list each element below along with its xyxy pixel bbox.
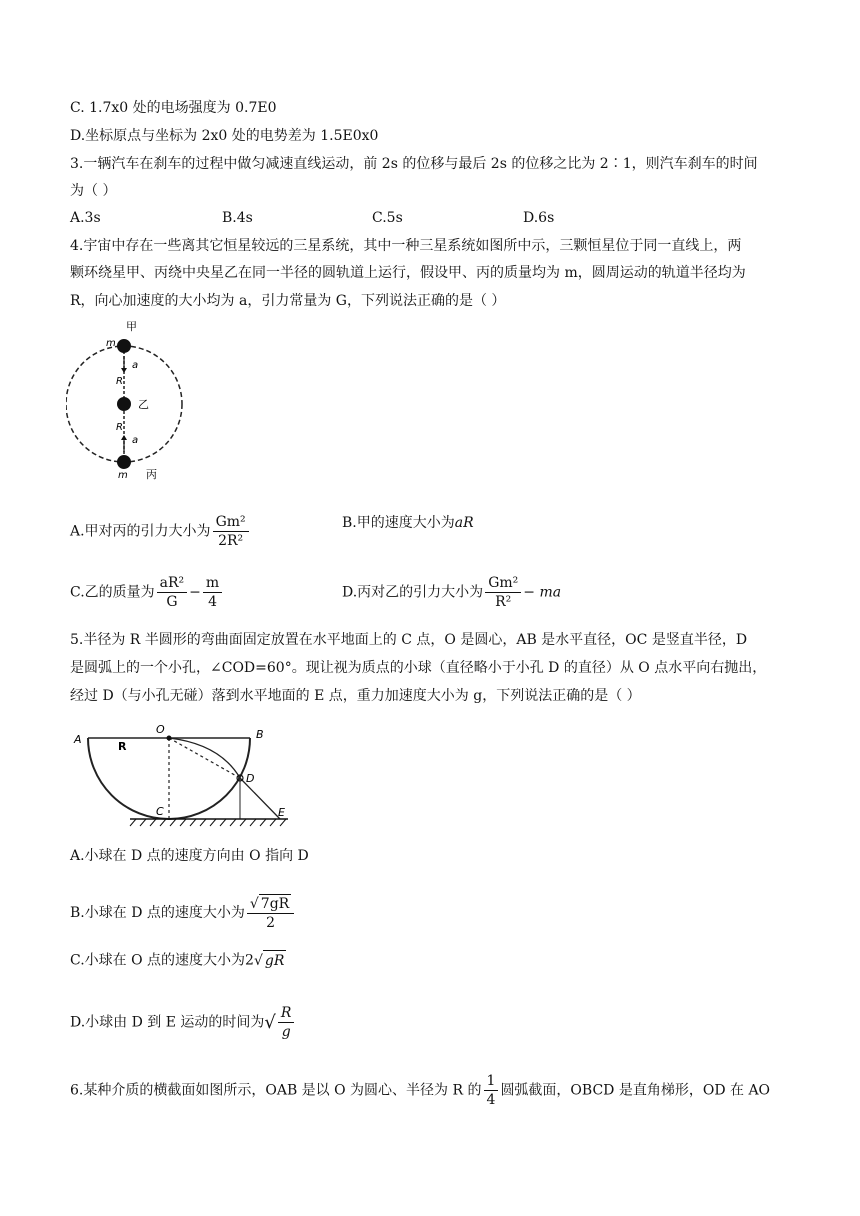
q5-line2: 是圆弧上的一个小孔，∠COD=60°。现让视为质点的小球（直径略小于小孔 D 的直径）从 O 点水平向右抛出， — [70, 660, 767, 676]
q3-option-a: A.3s — [70, 210, 101, 226]
q3-option-c: C.5s — [372, 210, 403, 226]
q4-option-a: A.甲对丙的引力大小为 $\frac{\text{Gm²}}{\text{2R²}}$ — [70, 513, 251, 550]
label-m-top: m — [106, 338, 116, 349]
label-a-bottom: a — [132, 435, 139, 446]
label-E: E — [278, 806, 285, 819]
label-C: C — [156, 805, 164, 818]
option-d-line: D.坐标原点与坐标为 2x0 处的电势差为 1.5E0x0 — [70, 128, 379, 144]
label-B: B — [256, 728, 264, 741]
label-R: R — [118, 740, 127, 753]
q4-line1: 4.宇宙中存在一些离其它恒星较远的三星系统，其中一种三星系统如图所中示，三颗恒星位于同一直线上，两 — [70, 238, 742, 254]
q5-option-c: C.小球在 O 点的速度大小为2√ gR — [70, 950, 286, 971]
q3-line2: 为（ ） — [70, 183, 117, 199]
q6-line1: 6.某种介质的横截面如图所示，OAB 是以 O 为圆心、半径为 R 的 $\frac{1}{4}$ 圆弧截面，OBCD 是直角梯形，OD 在 AO — [70, 1073, 771, 1108]
q3-line1: 3.一辆汽车在刹车的过程中做匀减速直线运动，前 2s 的位移与最后 2s 的位移之比为 2∶1，则汽车刹车的时间 — [70, 156, 758, 172]
q5-line1: 5.半径为 R 半圆形的弯曲面固定放置在水平地面上的 C 点，O 是圆心，AB 是水平直径，OC 是竖直半径，D — [70, 632, 748, 648]
q4-option-c: C.乙的质量为 $\frac{\text{aR²}}{G}$ − $\frac{m}{4}$ — [70, 574, 224, 611]
option-c-line: C. 1.7x0 处的电场强度为 0.7E0 — [70, 100, 277, 116]
label-R-bottom: R — [116, 422, 123, 433]
q4-line3: R，向心加速度的大小均为 a，引力常量为 G，下列说法正确的是（ ） — [70, 293, 506, 309]
label-R-top: R — [116, 376, 123, 387]
label-D: D — [246, 772, 255, 785]
q4-line2: 颗环绕星甲、丙绕中央星乙在同一半径的圆轨道上运行，假设甲、丙的质量均为 m，圆周运动的轨道半径均为 — [70, 265, 746, 281]
label-a-top: a — [132, 360, 139, 371]
label-bing: 丙 — [146, 468, 157, 481]
label-m-bottom: m — [118, 470, 128, 481]
q4-option-d: D.丙对乙的引力大小为 $\frac{\text{Gm²}}{\text{R²}}$ − ma — [342, 575, 562, 610]
q5-option-b: B.小球在 D 点的速度大小为 $\frac{√ 7gR}{2}$ — [70, 894, 296, 932]
semicircle-figure — [70, 722, 292, 830]
q5-line3: 经过 D（与小孔无碰）落到水平地面的 E 点，重力加速度大小为 g，下列说法正确的是（ ） — [70, 688, 641, 704]
label-A: A — [74, 733, 82, 746]
q3-option-d: D.6s — [523, 210, 555, 226]
q5-option-d: D.小球由 D 到 E 运动的时间为√ $\frac{R}{g}$ — [70, 1004, 296, 1041]
q3-option-b: B.4s — [222, 210, 253, 226]
q5-option-a: A.小球在 D 点的速度方向由 O 指向 D — [70, 848, 309, 864]
label-jia: 甲 — [126, 320, 137, 333]
label-yi: 乙 — [138, 398, 149, 411]
label-O: O — [156, 723, 165, 736]
three-star-figure — [66, 318, 190, 482]
q4-option-b: B.甲的速度大小为aR — [342, 515, 474, 531]
